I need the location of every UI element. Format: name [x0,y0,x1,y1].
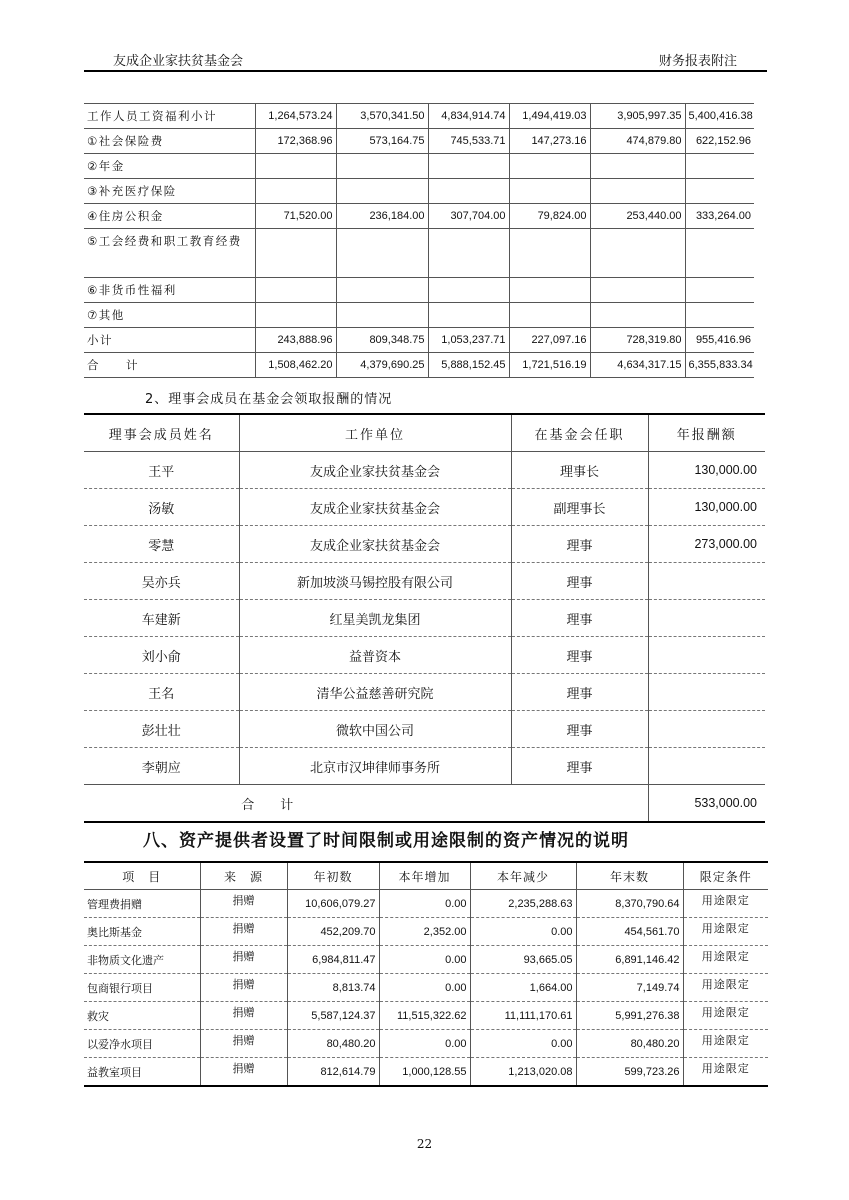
value-cell [685,154,754,179]
table-row [84,1002,768,1030]
member-name: 刘小俞 [84,637,239,674]
table-row [84,637,765,674]
table-row [84,563,765,600]
col-header-role: 在基金会任职 [511,414,648,452]
table-row [84,974,768,1002]
asset-begin: 812,614.79 [287,1058,379,1087]
value-cell [590,303,685,328]
table-header-row [84,862,768,890]
member-name: 车建新 [84,600,239,637]
header-org: 友成企业家扶贫基金会 [113,54,244,69]
asset-decrease: 1,664.00 [470,974,576,1002]
value-cell: 4,379,690.25 [336,353,428,378]
value-cell [336,278,428,303]
value-cell [336,229,428,278]
table-row [84,711,765,748]
header-section: 财务报表附注 [658,54,737,69]
asset-item: 救灾 [84,1002,200,1030]
value-cell [509,154,590,179]
value-cell [509,278,590,303]
member-unit: 友成企业家扶贫基金会 [239,526,511,563]
asset-decrease: 2,235,288.63 [470,890,576,918]
member-pay: 273,000.00 [648,526,765,563]
asset-decrease: 0.00 [470,918,576,946]
col-header-source: 来 源 [200,862,287,890]
value-cell: 573,164.75 [336,129,428,154]
value-cell [685,179,754,204]
asset-item: 管理费捐赠 [84,890,200,918]
asset-end: 5,991,276.38 [576,1002,683,1030]
value-cell [428,278,509,303]
asset-begin: 80,480.20 [287,1030,379,1058]
asset-condition: 用途限定 [683,1030,768,1058]
value-cell [428,303,509,328]
asset-end: 7,149.74 [576,974,683,1002]
asset-decrease: 93,665.05 [470,946,576,974]
value-cell [590,179,685,204]
value-cell [685,278,754,303]
value-cell [509,303,590,328]
asset-condition: 用途限定 [683,1058,768,1087]
asset-item: 非物质文化遗产 [84,946,200,974]
member-pay [648,674,765,711]
asset-condition: 用途限定 [683,1002,768,1030]
section2-title: 2、理事会成员在基金会领取报酬的情况 [145,392,393,407]
asset-condition: 用途限定 [683,946,768,974]
member-name: 王名 [84,674,239,711]
value-cell: 236,184.00 [336,204,428,229]
member-role: 理事 [511,526,648,563]
table-row [84,154,754,179]
board-remuneration-table [84,413,765,823]
asset-source: 捐赠 [200,946,287,974]
member-name: 吴亦兵 [84,563,239,600]
value-cell [428,154,509,179]
value-cell: 227,097.16 [509,328,590,353]
total-label: 合 计 [84,785,648,823]
asset-condition: 用途限定 [683,918,768,946]
total-row [84,785,765,823]
asset-increase: 0.00 [379,890,470,918]
table-row [84,328,754,353]
table-row [84,129,754,154]
member-name: 彭壮壮 [84,711,239,748]
member-name: 零慧 [84,526,239,563]
member-unit: 红星美凯龙集团 [239,600,511,637]
member-unit: 清华公益慈善研究院 [239,674,511,711]
member-pay [648,748,765,785]
asset-item: 益教室项目 [84,1058,200,1087]
member-unit: 北京市汉坤律师事务所 [239,748,511,785]
value-cell: 5,888,152.45 [428,353,509,378]
row-label: ①社会保险费 [84,129,255,154]
value-cell: 1,508,462.20 [255,353,336,378]
value-cell [336,303,428,328]
value-cell: 243,888.96 [255,328,336,353]
table-row [84,1058,768,1087]
value-cell: 809,348.75 [336,328,428,353]
value-cell: 3,905,997.35 [590,104,685,129]
value-cell [428,229,509,278]
asset-begin: 5,587,124.37 [287,1002,379,1030]
member-role: 理事 [511,674,648,711]
asset-increase: 2,352.00 [379,918,470,946]
value-cell [590,229,685,278]
total-value: 533,000.00 [648,785,765,823]
member-pay: 130,000.00 [648,452,765,489]
asset-condition: 用途限定 [683,890,768,918]
col-header-name: 理事会成员姓名 [84,414,239,452]
member-unit: 新加坡淡马锡控股有限公司 [239,563,511,600]
header-rule [84,70,767,72]
value-cell [255,278,336,303]
col-header-end: 年末数 [576,862,683,890]
value-cell: 71,520.00 [255,204,336,229]
member-unit: 益普资本 [239,637,511,674]
value-cell: 474,879.80 [590,129,685,154]
restricted-assets-table [84,861,768,1087]
value-cell: 333,264.00 [685,204,754,229]
value-cell: 307,704.00 [428,204,509,229]
value-cell [336,154,428,179]
asset-condition: 用途限定 [683,974,768,1002]
member-role: 理事 [511,711,648,748]
row-label: ③补充医疗保险 [84,179,255,204]
table-row [84,179,754,204]
member-role: 理事 [511,748,648,785]
asset-source: 捐赠 [200,974,287,1002]
row-label: 工作人员工资福利小计 [84,104,255,129]
value-cell: 6,355,833.34 [685,353,754,378]
member-pay [648,637,765,674]
row-label: ⑤工会经费和职工教育经费 [84,229,255,278]
value-cell [255,229,336,278]
value-cell [255,303,336,328]
col-header-decrease: 本年减少 [470,862,576,890]
member-name: 李朝应 [84,748,239,785]
value-cell: 1,053,237.71 [428,328,509,353]
value-cell [590,278,685,303]
row-label: ②年金 [84,154,255,179]
row-label: ⑦其他 [84,303,255,328]
value-cell: 1,264,573.24 [255,104,336,129]
member-name: 王平 [84,452,239,489]
member-role: 理事 [511,563,648,600]
value-cell: 622,152.96 [685,129,754,154]
col-header-condition: 限定条件 [683,862,768,890]
value-cell [509,229,590,278]
row-label: ④住房公积金 [84,204,255,229]
section8-title: 八、资产提供者设置了时间限制或用途限制的资产情况的说明 [143,831,629,851]
value-cell: 1,721,516.19 [509,353,590,378]
asset-source: 捐赠 [200,1058,287,1087]
col-header-begin: 年初数 [287,862,379,890]
table-header-row [84,414,765,452]
value-cell: 1,494,419.03 [509,104,590,129]
member-pay: 130,000.00 [648,489,765,526]
table-row [84,278,754,303]
asset-begin: 452,209.70 [287,918,379,946]
asset-increase: 0.00 [379,946,470,974]
page-number: 22 [416,1137,433,1151]
asset-item: 包商银行项目 [84,974,200,1002]
member-pay [648,711,765,748]
row-label: ⑥非货币性福利 [84,278,255,303]
value-cell [685,303,754,328]
asset-source: 捐赠 [200,890,287,918]
table-row [84,229,754,278]
asset-end: 8,370,790.64 [576,890,683,918]
table-row [84,918,768,946]
table-row [84,1030,768,1058]
value-cell [428,179,509,204]
asset-begin: 6,984,811.47 [287,946,379,974]
value-cell [590,154,685,179]
table-row [84,489,765,526]
asset-source: 捐赠 [200,918,287,946]
table-row [84,452,765,489]
asset-item: 以爱净水项目 [84,1030,200,1058]
value-cell: 79,824.00 [509,204,590,229]
asset-source: 捐赠 [200,1002,287,1030]
member-unit: 友成企业家扶贫基金会 [239,489,511,526]
value-cell: 253,440.00 [590,204,685,229]
value-cell: 728,319.80 [590,328,685,353]
member-unit: 友成企业家扶贫基金会 [239,452,511,489]
value-cell: 4,634,317.15 [590,353,685,378]
col-header-unit: 工作单位 [239,414,511,452]
asset-end: 454,561.70 [576,918,683,946]
row-label: 合 计 [84,353,255,378]
value-cell [685,229,754,278]
value-cell: 745,533.71 [428,129,509,154]
value-cell: 4,834,914.74 [428,104,509,129]
asset-end: 6,891,146.42 [576,946,683,974]
value-cell [509,179,590,204]
col-header-item: 项 目 [84,862,200,890]
asset-decrease: 0.00 [470,1030,576,1058]
member-role: 理事 [511,600,648,637]
col-header-increase: 本年增加 [379,862,470,890]
value-cell [336,179,428,204]
asset-source: 捐赠 [200,1030,287,1058]
asset-increase: 0.00 [379,1030,470,1058]
member-pay [648,563,765,600]
asset-decrease: 11,111,170.61 [470,1002,576,1030]
asset-item: 奥比斯基金 [84,918,200,946]
asset-end: 80,480.20 [576,1030,683,1058]
table-row [84,748,765,785]
value-cell: 5,400,416.38 [685,104,754,129]
salary-welfare-table [84,103,754,378]
member-pay [648,600,765,637]
member-role: 理事长 [511,452,648,489]
member-role: 副理事长 [511,489,648,526]
table-row [84,526,765,563]
value-cell [255,179,336,204]
value-cell: 3,570,341.50 [336,104,428,129]
asset-decrease: 1,213,020.08 [470,1058,576,1087]
asset-end: 599,723.26 [576,1058,683,1087]
col-header-pay: 年报酬额 [648,414,765,452]
value-cell: 955,416.96 [685,328,754,353]
asset-increase: 1,000,128.55 [379,1058,470,1087]
table-row [84,303,754,328]
member-role: 理事 [511,637,648,674]
value-cell: 147,273.16 [509,129,590,154]
value-cell [255,154,336,179]
asset-increase: 11,515,322.62 [379,1002,470,1030]
table-row [84,890,768,918]
asset-begin: 8,813.74 [287,974,379,1002]
asset-increase: 0.00 [379,974,470,1002]
asset-begin: 10,606,079.27 [287,890,379,918]
table-row [84,204,754,229]
table-row [84,104,754,129]
value-cell: 172,368.96 [255,129,336,154]
table-row [84,600,765,637]
row-label: 小计 [84,328,255,353]
table-row [84,674,765,711]
member-unit: 微软中国公司 [239,711,511,748]
table-row [84,353,754,378]
member-name: 汤敏 [84,489,239,526]
table-row [84,946,768,974]
